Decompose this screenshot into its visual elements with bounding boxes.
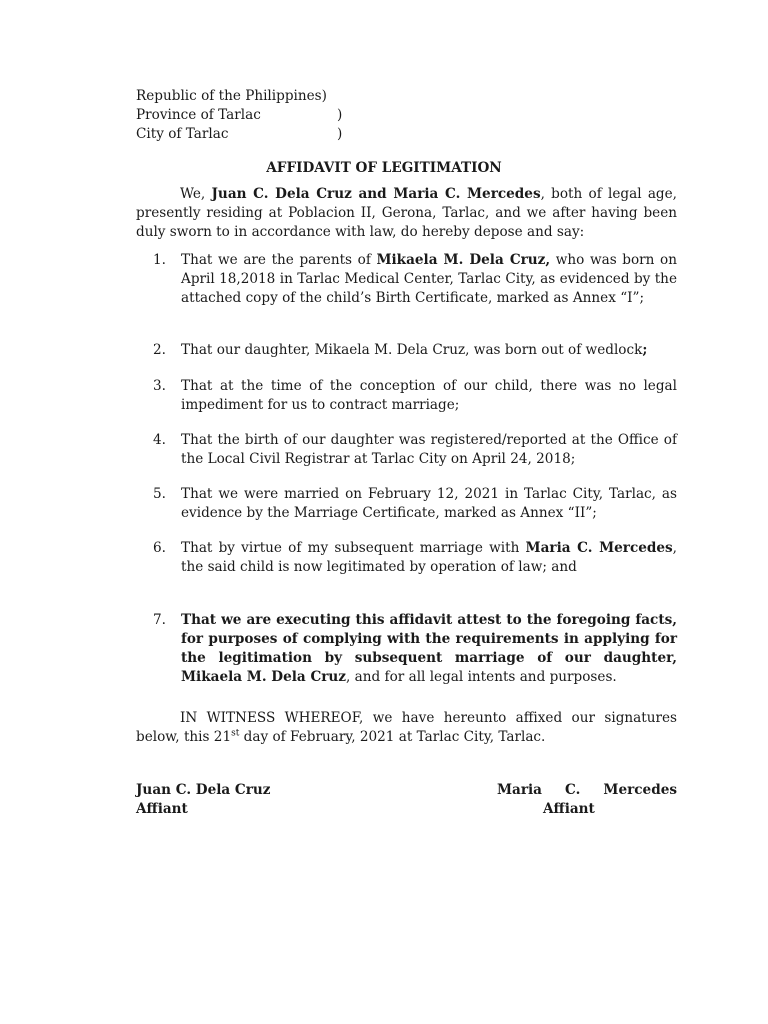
item-bold-part: ; [642,342,648,358]
list-item-text [181,341,677,360]
item-text-part: , the said child is now legitimated by operation of law; and [181,540,677,575]
intro-affiants: Juan C. Dela Cruz and Maria C. Mercedes [211,186,541,202]
left-signatory-name: Juan C. Dela Cruz [136,782,271,798]
intro-text-1: We, [180,186,212,202]
intro-paragraph [136,185,677,242]
item-text-part: That we are the parents of [181,252,377,268]
left-signature-block [136,781,271,819]
item-bold-part: That we are executing this affidavit attest to the foregoing facts, for purposes of complying with the requirements in applying for the legitimation by subsequent marriage of our daughter, Mikaela M. Dela Cruz [181,612,677,685]
list-item-number: 6. [153,540,166,556]
list-item-text [181,611,677,687]
list-item [136,251,677,308]
venue-city: City of Tarlac [136,126,229,142]
list-item-text [181,539,677,577]
venue-province-row [136,106,351,125]
right-signatory-role: Affiant [543,801,595,817]
item-text-part: , and for all legal intents and purposes. [346,669,617,685]
list-item [136,485,677,523]
right-signatory-name: Maria C. Mercedes [497,782,677,798]
witness-ordinal-suffix: st [231,728,240,739]
list-item-text [181,431,677,469]
list-item-number: 5. [153,486,166,502]
venue-country-row [136,87,351,106]
list-item [136,341,677,360]
item-text-part: who was born on April 18,2018 in Tarlac Medical Center, Tarlac City, as evidenced by the attached copy of the child’s Birth Certificate, marked as Annex “I”; [181,252,677,306]
venue-country: Republic of the Philippines) [136,88,327,104]
list-item-number: 1. [153,252,166,268]
list-item [136,431,677,469]
list-item-text [181,251,677,308]
left-signatory-role: Affiant [136,801,188,817]
list-item-number: 4. [153,432,166,448]
venue-province: Province of Tarlac [136,107,261,123]
witness-paragraph [136,709,677,747]
venue-city-paren: ) [337,126,343,142]
list-item-text [181,377,677,415]
list-item [136,377,677,415]
item-text-part: That we were married on February 12, 2021 in Tarlac City, Tarlac, as evidence by the Marriage Certificate, marked as Annex “II”; [181,486,677,521]
list-item-text [181,485,677,523]
item-text-part: That our daughter, Mikaela M. Dela Cruz, was born out of wedlock [181,342,643,358]
item-text-part: That the birth of our daughter was registered/reported at the Office of the Local Civil Registrar at Tarlac City on April 24, 2018; [181,432,677,467]
witness-text-1: IN WITNESS WHEREOF, we have hereunto affixed our signatures below, this 21 [136,710,677,745]
list-item [136,611,677,687]
item-text-part: That by virtue of my subsequent marriage with [181,540,526,556]
document-title: AFFIDAVIT OF LEGITIMATION [266,160,502,176]
item-text-part: That at the time of the conception of our child, there was no legal impediment for us to contract marriage; [181,378,677,413]
venue-block [136,87,351,144]
venue-province-paren: ) [337,107,343,123]
list-item-number: 7. [153,612,166,628]
witness-text-2: day of February, 2021 at Tarlac City, Tarlac. [239,729,546,745]
item-bold-part: Mikaela M. Dela Cruz, [376,252,551,268]
venue-city-row [136,125,351,144]
intro-text-2: , both of legal age, presently residing at Poblacion II, Gerona, Tarlac, and we after having been duly sworn to in accordance with law, do hereby depose and say: [136,186,677,240]
list-item [136,539,677,577]
list-item-number: 2. [153,342,166,358]
list-item-number: 3. [153,378,166,394]
item-bold-part: Maria C. Mercedes [525,540,673,556]
